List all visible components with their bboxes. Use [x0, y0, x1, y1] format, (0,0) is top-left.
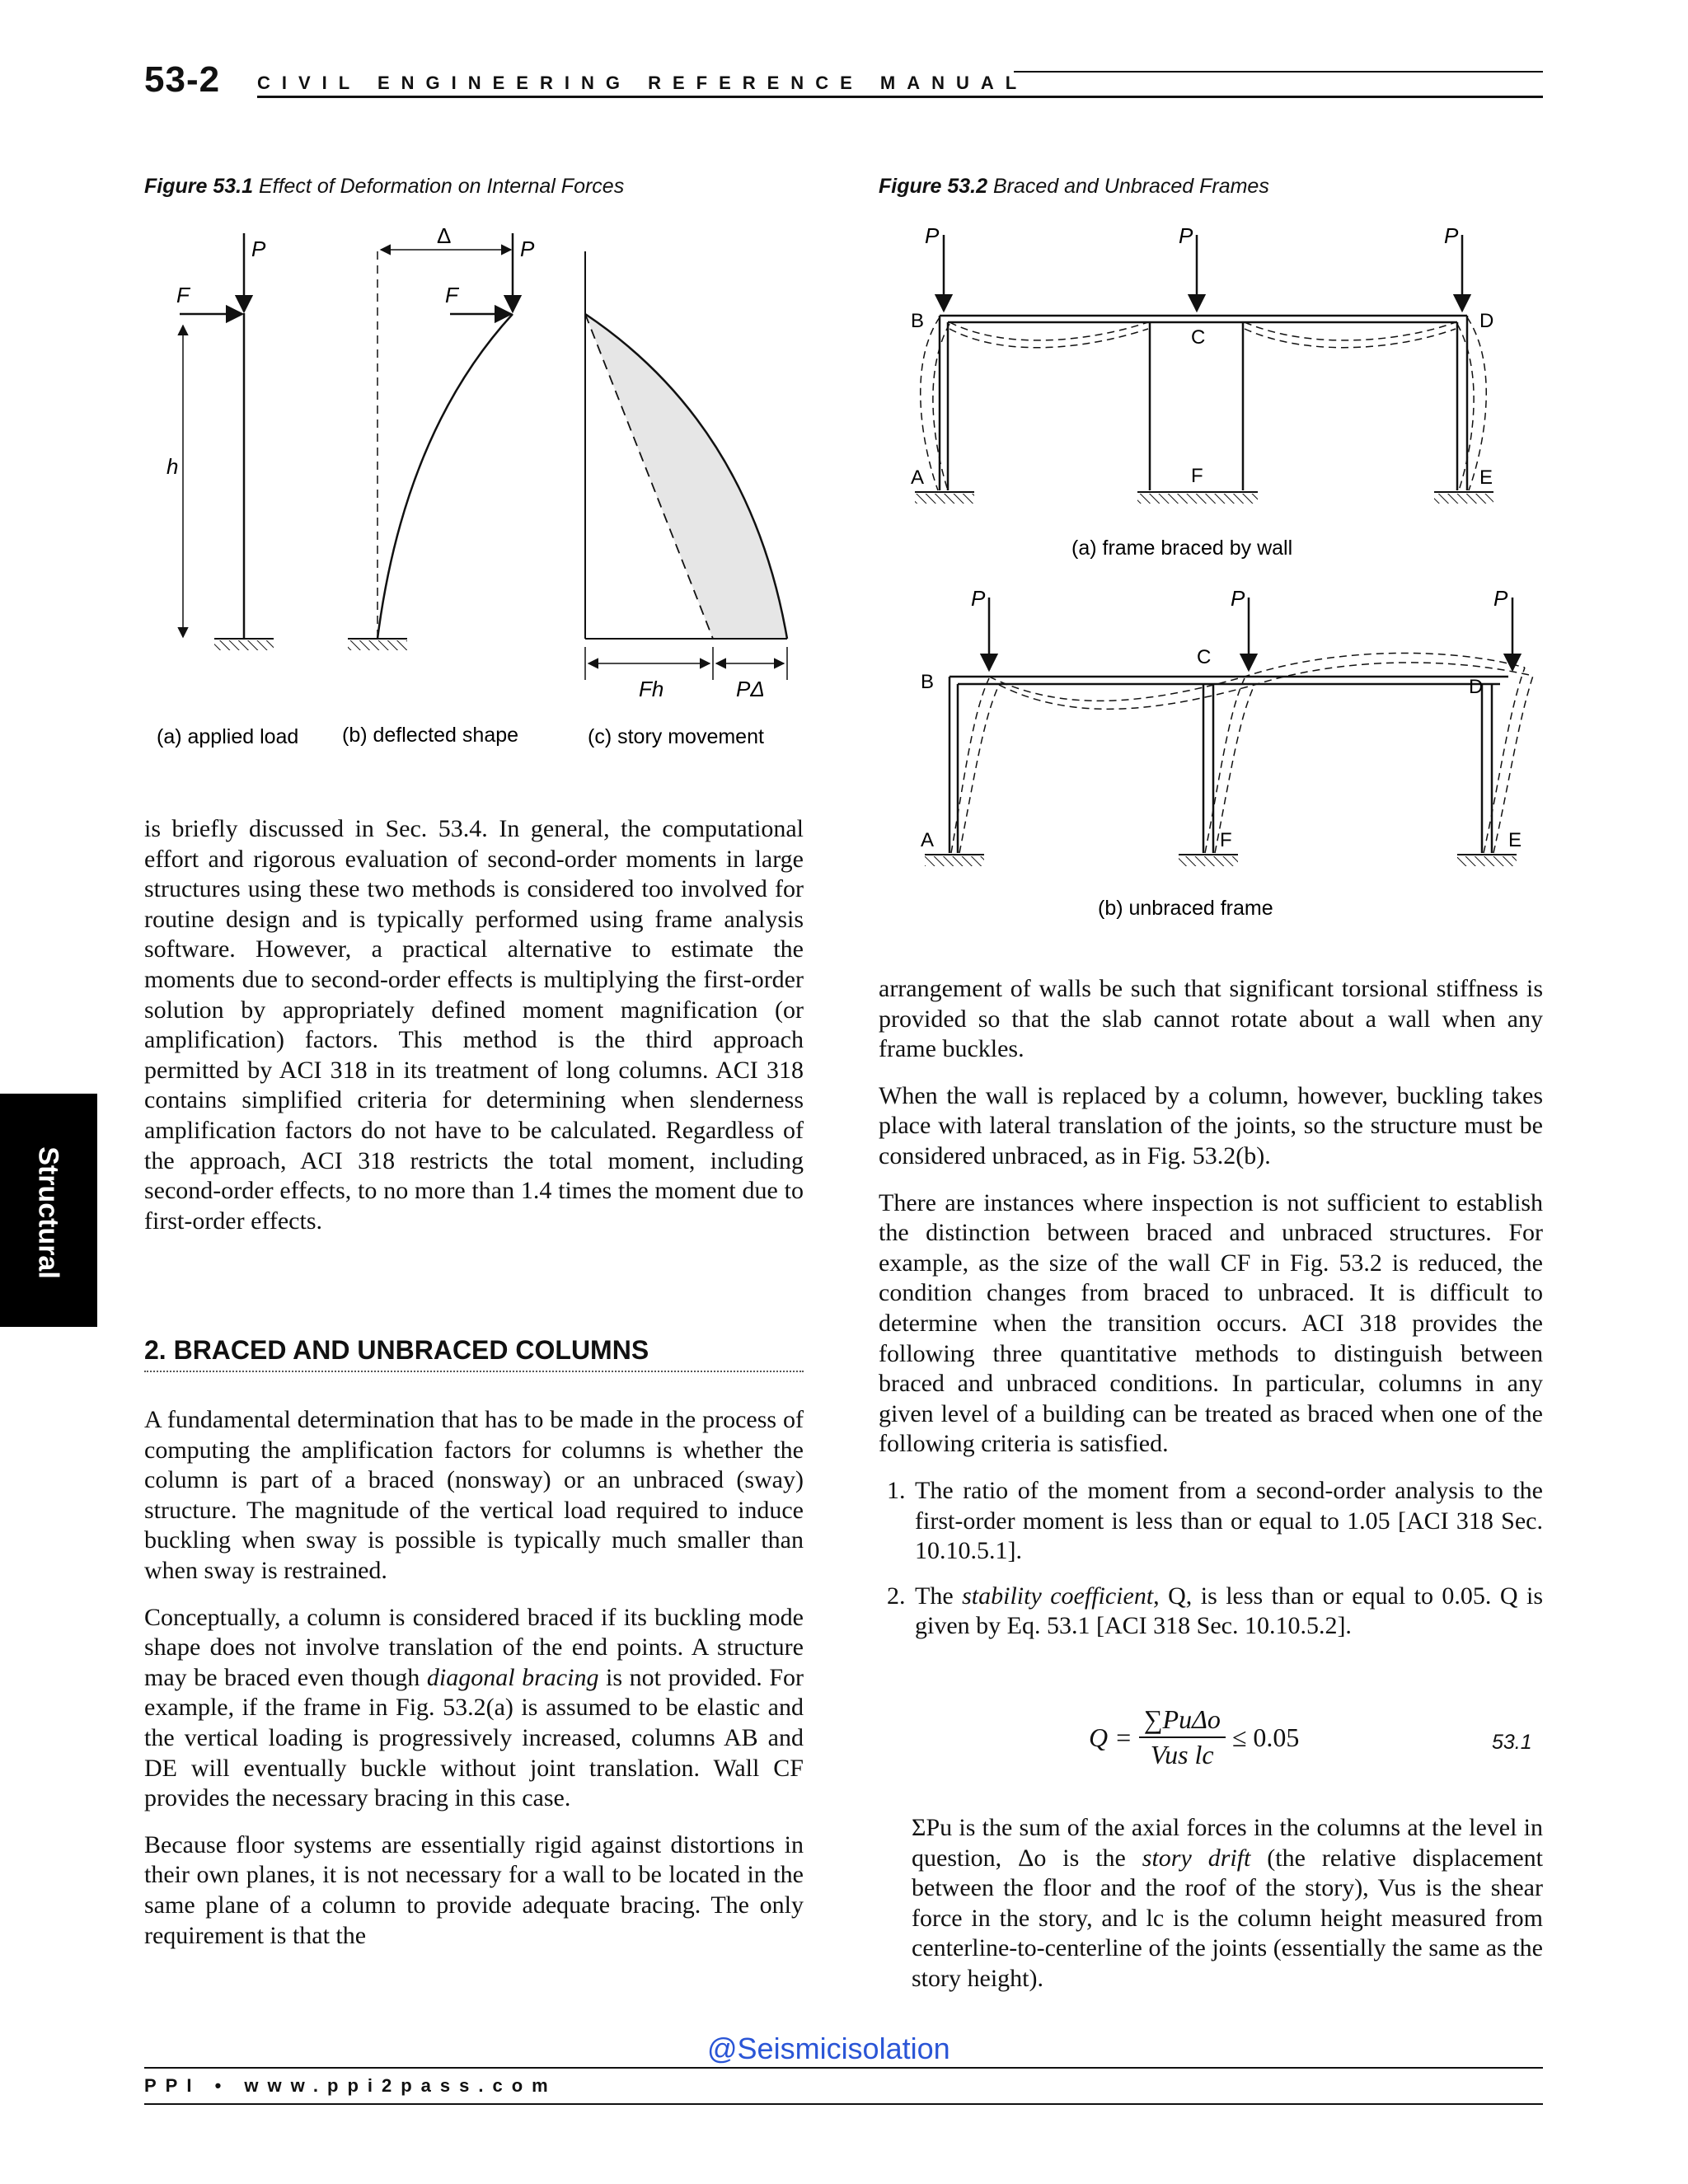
paragraph-instances: There are instances where inspection is not sufficient to establish the distinction between braced and unbraced structures. For example, as the size of the wall CF in Fig. 53.2 is reduced, the condition changes from braced to unbraced. It is difficult to determine when the transition occurs. ACI 318 provides the following three quantitative methods to distinguish between braced and unbraced conditions. In particular, columns in any given level of a building can be treated as braced when one of the following criteria is satisfied. [879, 1188, 1543, 1458]
criteria-list [879, 1476, 1543, 1642]
footer-publisher: PPI • www.ppi2pass.com [144, 2075, 557, 2096]
fig-a-height-h: h [166, 454, 179, 479]
fig-panel-c-caption: (c) story movement [588, 725, 764, 748]
concept-italic: diagonal bracing [426, 1663, 599, 1691]
left-column-intro [144, 814, 804, 1253]
paragraph-continued: arrangement of walls be such that significant torsional stiffness is provided so that the slab cannot rotate about a wall when any frame buckles. [879, 975, 1543, 1063]
def-text-1: ΣPu is the sum of the axial forces in the columns at the level in question, Δo is the [912, 1814, 1543, 1872]
paragraph-definitions [912, 1813, 1543, 1994]
fig2b-joint-B: B [921, 671, 935, 693]
fig-c-Fh: Fh [639, 677, 664, 701]
figure-53-2-drawing [874, 218, 1558, 935]
fig2a-joint-D: D [1479, 310, 1494, 332]
eq-lhs: Q = [1089, 1722, 1132, 1752]
page-number: 53-2 [144, 59, 221, 100]
left-column-body [144, 1405, 804, 1967]
fig-a-applied-load [166, 233, 274, 650]
fig2b-caption: (b) unbraced frame [1098, 897, 1273, 920]
fig-b-delta: Δ [437, 223, 452, 248]
fig2b-joint-C: C [1197, 646, 1212, 668]
eq-rhs: ≤ 0.05 [1231, 1722, 1300, 1752]
fig-b-load-F: F [445, 283, 458, 307]
def-italic: story drift [1142, 1844, 1251, 1872]
header-rule [257, 96, 1543, 98]
fig-panel-a-caption: (a) applied load [157, 725, 299, 748]
fig-a-load-P: P [251, 237, 266, 261]
fig-b-load-P: P [520, 237, 535, 261]
figure-53-1-drawing [124, 218, 824, 762]
equation-53-1 [1088, 1704, 1300, 1770]
paragraph-wall-replaced: When the wall is replaced by a column, however, buckling takes place with lateral translation of the joints, so the structure must be considered unbraced, as in Fig. 53.2(b). [879, 1081, 1543, 1169]
frame-unbraced [921, 586, 1533, 920]
running-head: CIVIL ENGINEERING REFERENCE MANUAL [257, 73, 1029, 93]
footer-rule [144, 2103, 1543, 2105]
watermark: @Seismicisolation [707, 2032, 950, 2065]
fig-b-deflected-shape [348, 223, 535, 650]
paragraph-floor: Because floor systems are essentially rigid against distortions in their own planes, it is not necessary for a wall to be located in the same plane of a column to provide adequate bracing. The only requirement is that the [144, 1830, 804, 1949]
fig2a-joint-B: B [911, 310, 925, 332]
fig2b-load-P-right: P [1493, 586, 1508, 611]
fig2b-joint-D: D [1469, 676, 1484, 698]
fig-a-load-F: F [176, 283, 190, 307]
frame-braced-by-wall [911, 223, 1493, 560]
figure-53-1-label: Figure 53.1 [144, 175, 253, 198]
fig-c-PDelta: PΔ [736, 677, 765, 701]
fig2b-load-P-left: P [971, 586, 986, 611]
fig2a-caption: (a) frame braced by wall [1071, 537, 1293, 560]
fig2b-joint-E: E [1508, 829, 1522, 851]
figure-53-2-title: Braced and Unbraced Frames [992, 175, 1269, 198]
fig2a-load-P-right: P [1444, 223, 1459, 248]
right-column-body [879, 974, 1543, 1658]
side-tab-label: Structural [32, 1146, 64, 1279]
right-column-definitions [879, 1813, 1543, 2011]
criteria-item-2 [912, 1582, 1543, 1642]
header-rule-top [1014, 71, 1543, 73]
fig2b-joint-F: F [1220, 829, 1232, 851]
fig-panel-b-caption: (b) deflected shape [342, 724, 519, 747]
figure-53-2-label: Figure 53.2 [879, 175, 987, 198]
paragraph-fundamental: A fundamental determination that has to be made in the process of computing the amplification factors for columns is whether the column is part of a braced (nonsway) or an unbraced (sway) structure. The magnitude of the vertical load required to induce buckling when sway is possible is typically much smaller than when sway is restrained. [144, 1406, 804, 1584]
criteria-item-1: 1. The ratio of the moment from a second-order analysis to the first-order moment is less than or equal to 1.05 [ACI 318 Sec. 10.10.5.1]. [912, 1476, 1543, 1567]
item-2-text-b: , Q, is less than or equal to 0.05. Q is given by Eq. 53.1 [ACI 318 Sec. 10.10.5.2]. [915, 1582, 1544, 1640]
fig2a-joint-F: F [1191, 465, 1203, 487]
item-2-italic: stability coefficient [962, 1582, 1154, 1610]
equation-number: 53.1 [1492, 1731, 1532, 1754]
paragraph-concept [144, 1603, 804, 1814]
fig2a-joint-E: E [1479, 466, 1493, 489]
paragraph-intro: is briefly discussed in Sec. 53.4. In general, the computational effort and rigorous evaluation of second-order moments in large structures using these two methods is considered too involved for routine design and is typically performed using frame analysis software. However, a practical alternative to estimate the moments due to second-order effects is multiplying the first-order solution by appropriately defined moment magnification (or amplification) factors. This method is the third approach permitted by ACI 318 in its treatment of long columns. ACI 318 contains simplified criteria for determining when slenderness amplification factors do not have to be calculated. Regardless of the approach, ACI 318 restricts the total moment, including second-order effects, to no more than 1.4 times the moment due to first-order effects. [144, 815, 804, 1235]
fig2a-load-P-left: P [925, 223, 940, 248]
concept-text-2: is not provided. For example, if the frame in Fig. 53.2(a) is assumed to be elastic and the vertical loading is progressively increased, columns AB and DE will eventually buckle without joint translation. Wall CF provides the necessary bracing in this case. [144, 1663, 804, 1812]
section-heading: 2. BRACED AND UNBRACED COLUMNS [144, 1335, 804, 1372]
fig2a-load-P-mid: P [1179, 223, 1193, 248]
figure-53-1-title: Effect of Deformation on Internal Forces [258, 175, 625, 198]
figure-53-2-caption [879, 175, 1269, 199]
fig2a-joint-C: C [1191, 326, 1206, 349]
eq-numerator: ∑PuΔo [1139, 1704, 1226, 1737]
fig2b-joint-A: A [921, 829, 935, 851]
eq-denominator: Vus lc [1150, 1740, 1214, 1769]
figure-53-1-caption [144, 175, 624, 199]
concept-text-1: Conceptually, a column is considered braced if its buckling mode shape does not involve translation of the end points. A structure may be braced even though [144, 1603, 804, 1691]
fig2a-joint-A: A [911, 466, 925, 489]
footer-rule-top [144, 2067, 1543, 2069]
def-text-2: (the relative displacement between the floor and the roof of the story), Vus is the shear force in the story, and lc is the column height measured from centerline-to-centerline of the joints (essentially the same as the story height). [912, 1844, 1543, 1992]
item-2-text-a: The [915, 1582, 963, 1610]
fig2b-load-P-mid: P [1231, 586, 1245, 611]
fig-c-story-movement [585, 251, 787, 701]
